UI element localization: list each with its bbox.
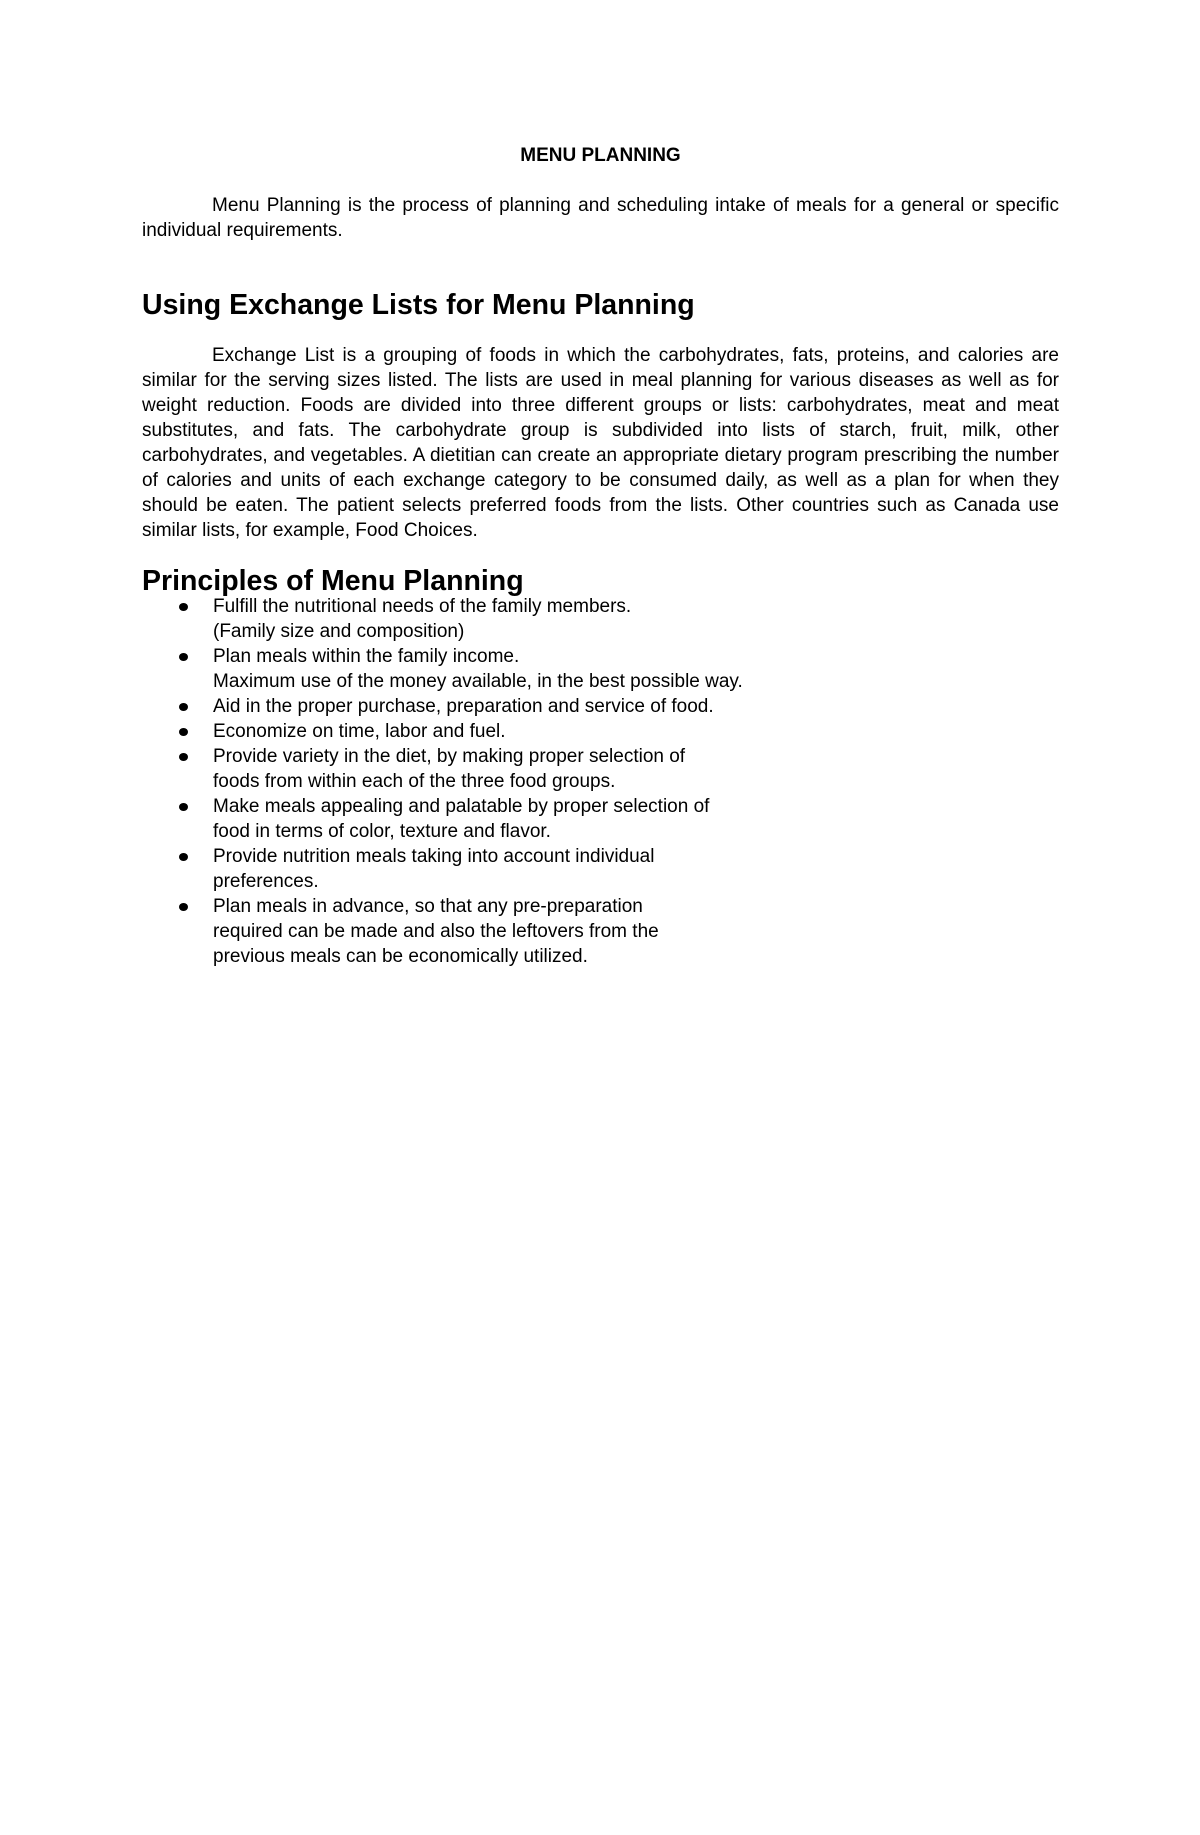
list-item-line: Plan meals within the family income.: [213, 646, 520, 667]
list-item: [142, 794, 882, 844]
list-item: [142, 744, 882, 794]
list-item: [142, 719, 882, 744]
list-item-line: Provide nutrition meals taking into account individual: [213, 846, 655, 867]
bullet-icon: [179, 653, 188, 661]
bullet-icon: [179, 803, 188, 811]
bullet-icon: [179, 703, 188, 711]
list-item-line: Maximum use of the money available, in the best possible way.: [213, 671, 743, 692]
exchange-lists-paragraph: Exchange List is a grouping of foods in which the carbohydrates, fats, proteins, and calories are similar for the serving sizes listed. The lists are used in meal planning for various diseases as well as for weight reduction. Foods are divided into three different groups or lists: carbohydrates, meat and meat substitutes, and fats. The carbohydrate group is subdivided into lists of starch, fruit, milk, other carbohydrates, and vegetables. A dietitian can create an appropriate dietary program prescribing the number of calories and units of each exchange category to be consumed daily, as well as a plan for when they should be eaten. The patient selects preferred foods from the lists. Other countries such as Canada use similar lists, for example, Food Choices.: [142, 345, 1059, 541]
list-item-line: preferences.: [213, 871, 319, 892]
principles-list: [142, 594, 882, 969]
bullet-icon: [179, 903, 188, 911]
list-item: [142, 594, 882, 644]
list-item-line: Aid in the proper purchase, preparation and service of food.: [213, 696, 714, 717]
bullet-icon: [179, 728, 188, 736]
list-item-line: required can be made and also the leftovers from the: [213, 921, 659, 942]
section-heading-exchange-lists: Using Exchange Lists for Menu Planning: [142, 289, 695, 321]
page-title: MENU PLANNING: [520, 145, 681, 166]
document-body: [142, 143, 1059, 969]
bullet-icon: [179, 603, 188, 611]
list-item-line: Provide variety in the diet, by making proper selection of: [213, 746, 686, 767]
list-item-line: foods from within each of the three food groups.: [213, 771, 616, 792]
list-item-line: Fulfill the nutritional needs of the family members.: [213, 596, 632, 617]
list-item: [142, 644, 882, 694]
bullet-icon: [179, 853, 188, 861]
intro-paragraph: Menu Planning is the process of planning and scheduling intake of meals for a general or specific individual requirements.: [142, 195, 1059, 241]
list-item: [142, 694, 882, 719]
list-item-line: Make meals appealing and palatable by proper selection of: [213, 796, 710, 817]
section-heading-principles: Principles of Menu Planning: [142, 565, 524, 597]
list-item-line: Plan meals in advance, so that any pre-preparation: [213, 896, 643, 917]
bullet-icon: [179, 753, 188, 761]
list-item-line: Economize on time, labor and fuel.: [213, 721, 506, 742]
list-item: [142, 844, 882, 894]
list-item-line: food in terms of color, texture and flavor.: [213, 821, 551, 842]
list-item-line: (Family size and composition): [213, 621, 465, 642]
list-item: [142, 894, 882, 969]
list-item-line: previous meals can be economically utilized.: [213, 946, 588, 967]
